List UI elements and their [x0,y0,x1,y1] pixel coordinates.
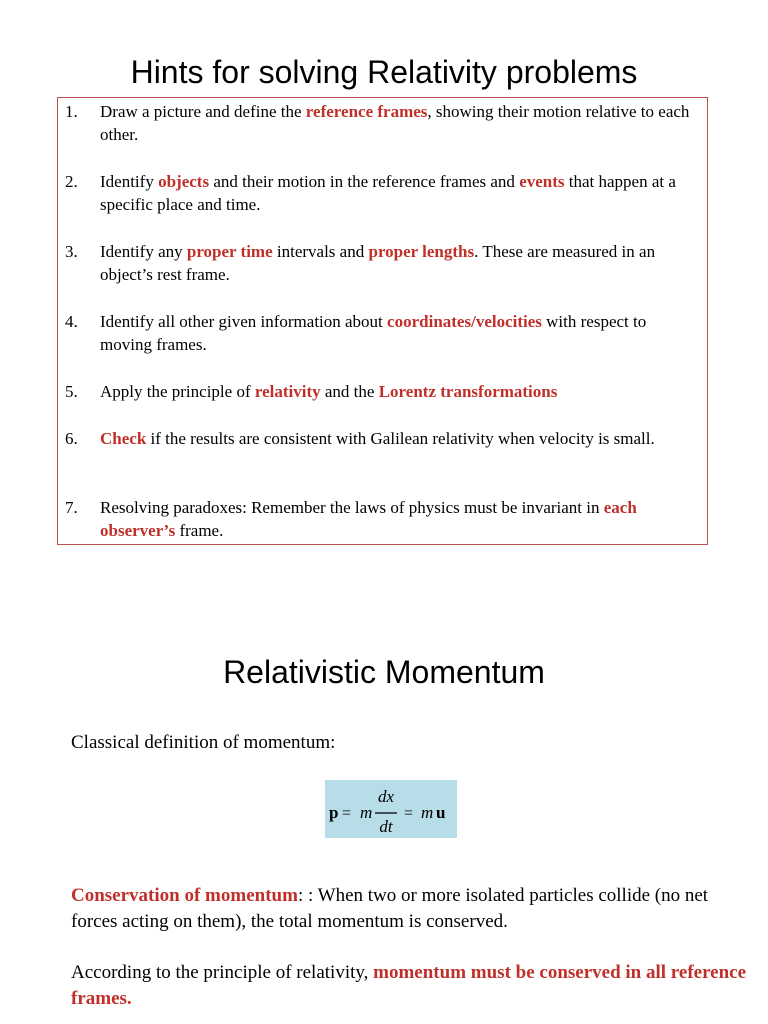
momentum-formula [325,780,457,838]
hint-highlight: proper time [186,242,273,261]
hint-item [65,380,695,403]
hint-text-part: Apply the principle of [100,382,255,401]
hint-text-part: Identify all other given information about [100,312,388,331]
hint-text-part: and their motion in the reference frames and [209,172,520,191]
hint-highlight: reference frames [305,102,428,121]
hint-text-part: and the [320,382,379,401]
hint-highlight: Lorentz transformations [378,382,558,401]
hint-text-part: . These are measured in an object’s rest frame. [100,242,656,284]
hint-item [65,100,695,146]
conservation-separator: : : [297,885,318,906]
hint-item [65,496,695,542]
hint-text [100,170,695,216]
hint-number: 5. [65,382,78,401]
classical-definition-text: Classical definition of momentum: [71,732,336,753]
principle-emphasis: momentum must be conserved in all reference frames. [71,962,747,1009]
hint-highlight: objects [158,172,210,191]
hint-text-part: frame. [175,521,224,540]
formula-m2: m [421,803,434,822]
hint-text [100,310,695,356]
hint-text-part: intervals and [272,242,369,261]
principle-text: According to the principle of relativity, [71,962,374,983]
hint-text [100,380,695,403]
hint-text-part: , showing their motion relative to each other. [100,102,690,144]
formula-svg [325,780,457,838]
momentum-title: Relativistic Momentum [223,654,545,690]
hint-highlight: coordinates/velocities [387,312,542,331]
hint-number: 1. [65,102,78,121]
principle-paragraph [71,960,751,1012]
hints-title: Hints for solving Relativity problems [130,54,638,90]
hint-text-part: if the results are consistent with Galilean relativity when velocity is small. [146,429,655,448]
formula-numerator: dx [377,787,395,806]
hint-item [65,310,695,356]
hint-number: 7. [65,498,78,517]
formula-u: u [436,803,446,822]
formula-equals-2: = [404,805,414,822]
conservation-text: When two or more isolated particles collide (no net forces acting on them), the total momentum is conserved. [71,885,709,932]
hint-item [65,427,695,450]
hint-text [100,100,695,146]
hint-highlight: each observer’s [100,498,637,540]
hint-text [100,240,695,286]
hint-number: 3. [65,242,78,261]
hint-number: 6. [65,429,78,448]
hint-text-part: Identify [100,172,159,191]
hint-number: 2. [65,172,78,191]
hint-highlight: relativity [254,382,321,401]
formula-denominator: dt [379,817,393,836]
hint-text [100,427,695,450]
conservation-lead: Conservation of momentum [71,885,298,906]
hint-text-part: with respect to moving frames. [100,312,647,354]
hint-highlight: proper lengths [368,242,475,261]
hint-text-part: Resolving paradoxes: Remember the laws of physics must be invariant in [100,498,604,517]
conservation-paragraph [71,883,731,935]
hint-item [65,240,695,286]
hint-number: 4. [65,312,78,331]
hint-highlight: events [519,172,565,191]
formula-p: p [329,803,339,822]
hint-item [65,170,695,216]
hint-text-part: Identify any [100,242,187,261]
formula-m: m [360,803,373,822]
hint-text-part: Draw a picture and define the [100,102,306,121]
hint-text-part: that happen at a specific place and time. [100,172,676,214]
hint-highlight: Check [100,429,147,448]
formula-equals-1: = [342,805,352,822]
hint-text [100,496,695,542]
